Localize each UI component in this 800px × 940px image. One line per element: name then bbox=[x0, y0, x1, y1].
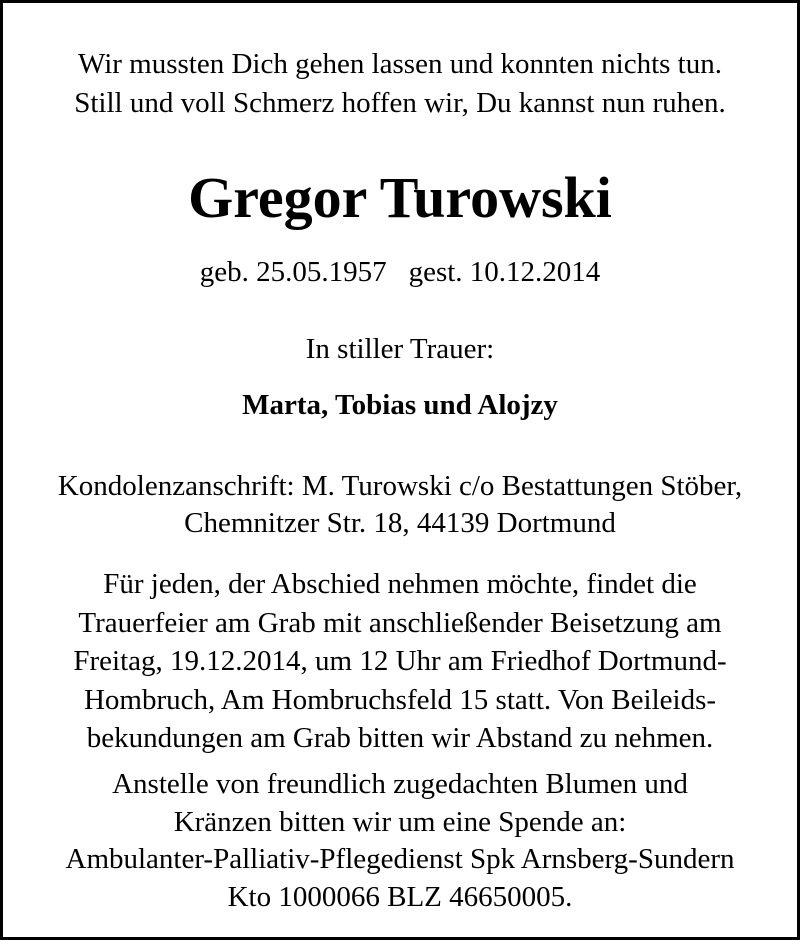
ceremony-line-2: Trauerfeier am Grab mit anschließender Beisetzung am bbox=[78, 606, 722, 639]
mourning-label: In stiller Trauer: bbox=[305, 333, 495, 365]
memorial-verse bbox=[3, 45, 797, 123]
birth-date: geb. 25.05.1957 bbox=[199, 256, 387, 288]
donation-line-3: Ambulanter-Palliativ-Pflegedienst Spk Arnsberg-Sundern bbox=[65, 843, 735, 875]
condolence-address-line-1: Kondolenzanschrift: M. Turowski c/o Bestattungen Stöber, bbox=[57, 470, 743, 502]
donation-request bbox=[3, 766, 797, 916]
verse-line-1: Wir mussten Dich gehen lassen und konnten nichts tun. bbox=[78, 48, 722, 80]
deceased-name: Gregor Turowski bbox=[188, 165, 612, 230]
life-dates bbox=[3, 252, 797, 292]
condolence-address bbox=[3, 468, 797, 542]
ceremony-line-4: Hombruch, Am Hombruchsfeld 15 statt. Von Beileids- bbox=[83, 683, 717, 716]
ceremony-line-1: Für jeden, der Abschied nehmen möchte, findet die bbox=[103, 568, 697, 600]
donation-line-1: Anstelle von freundlich zugedachten Blumen und bbox=[112, 768, 688, 800]
verse-line-2: Still und voll Schmerz hoffen wir, Du kannst nun ruhen. bbox=[74, 87, 726, 119]
mourners-names: Marta, Tobias und Alojzy bbox=[242, 389, 558, 421]
donation-line-2: Kränzen bitten wir um eine Spende an: bbox=[173, 805, 627, 838]
death-date: gest. 10.12.2014 bbox=[408, 256, 601, 288]
ceremony-line-3: Freitag, 19.12.2014, um 12 Uhr am Friedhof Dortmund- bbox=[73, 645, 727, 677]
ceremony-line-5: bekundungen am Grab bitten wir Abstand zu nehmen. bbox=[86, 722, 714, 754]
condolence-address-line-2: Chemnitzer Str. 18, 44139 Dortmund bbox=[184, 507, 616, 539]
funeral-ceremony-info bbox=[3, 565, 797, 758]
donation-line-4: Kto 1000066 BLZ 46650005. bbox=[227, 880, 573, 913]
